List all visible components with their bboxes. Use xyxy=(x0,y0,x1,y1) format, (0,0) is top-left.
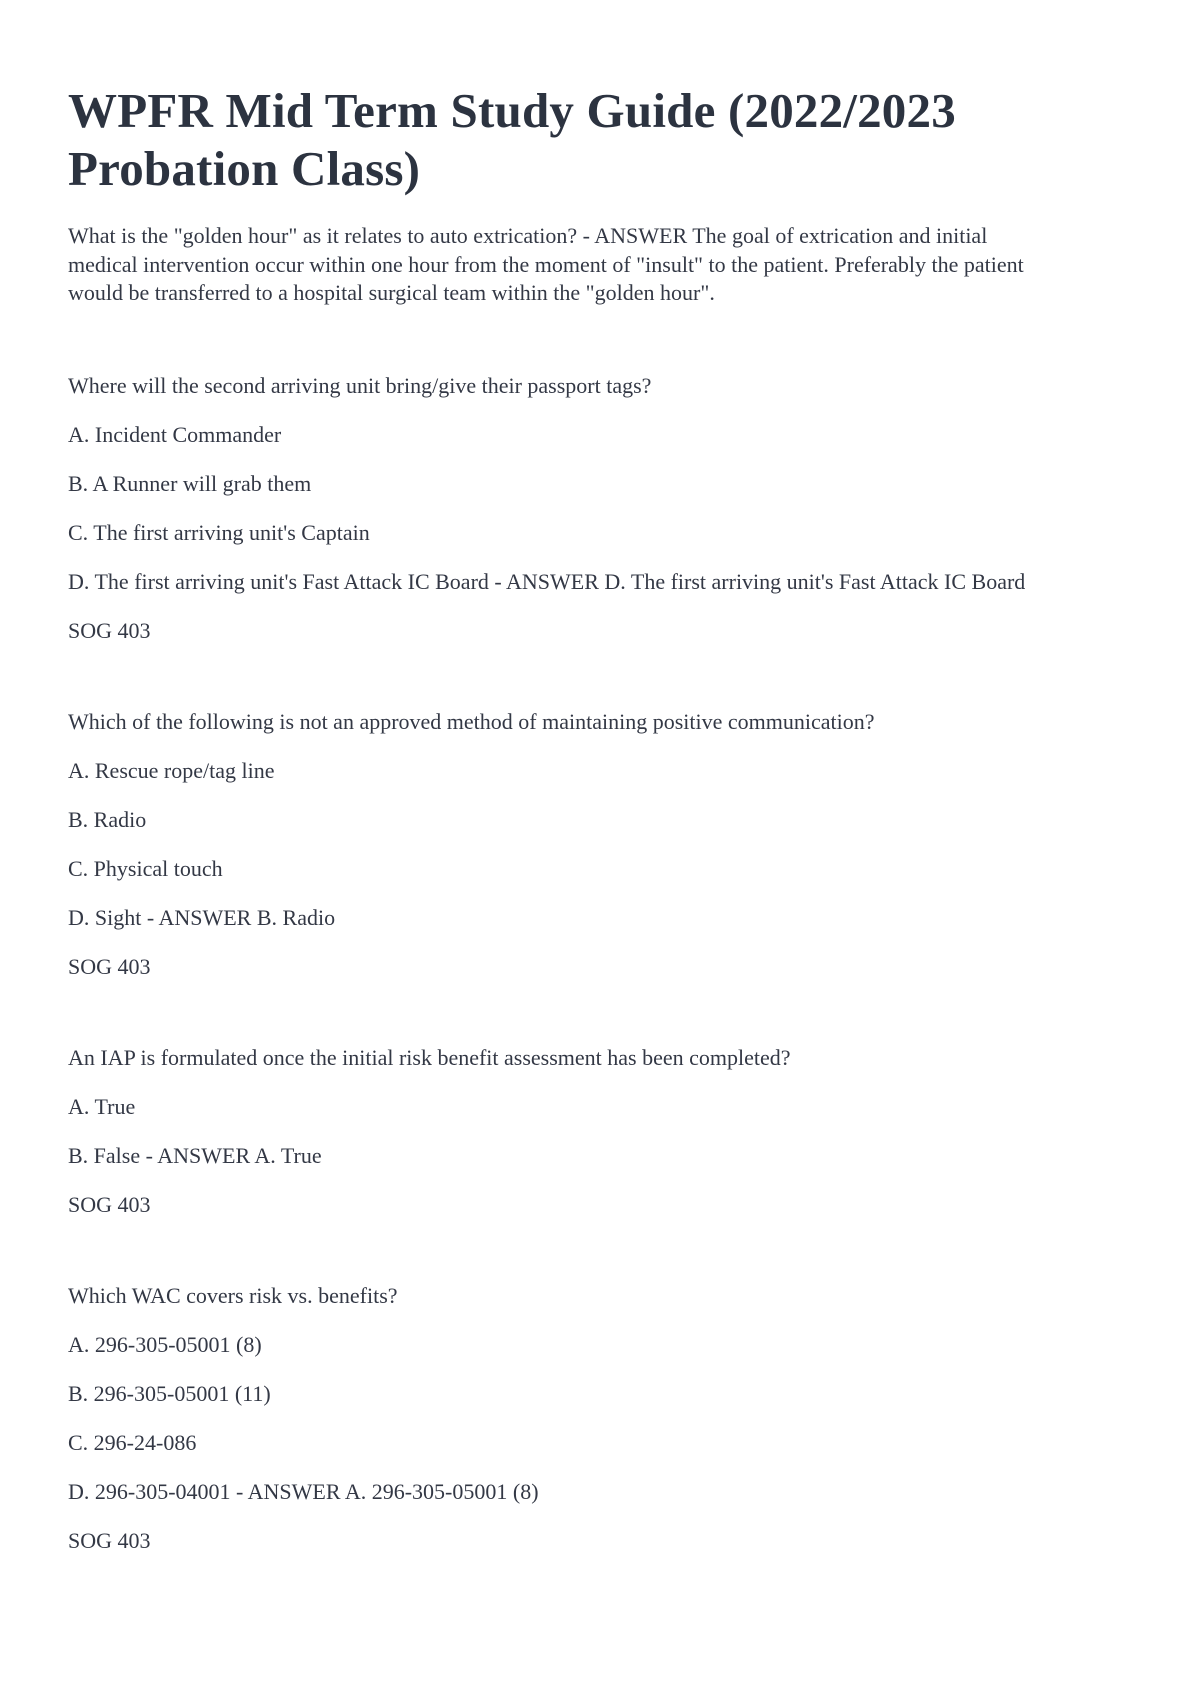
reference-label: SOG 403 xyxy=(68,1527,151,1553)
question-prompt: An IAP is formulated once the initial risk benefit assessment has been completed? xyxy=(68,1044,791,1070)
answer-option: A. Incident Commander xyxy=(68,421,282,447)
answer-option: A. Rescue rope/tag line xyxy=(68,757,275,783)
intro-line-3: would be transferred to a hospital surgical team within the "golden hour". xyxy=(68,280,715,305)
question-prompt: Which WAC covers risk vs. benefits? xyxy=(68,1282,398,1308)
golden-hour-answer xyxy=(68,222,1128,308)
answer-option: A. 296-305-05001 (8) xyxy=(68,1331,262,1357)
answer-option: D. 296-305-04001 - ANSWER A. 296-305-05001 (8) xyxy=(68,1478,539,1504)
intro-line-1: What is the "golden hour" as it relates to auto extrication? - ANSWER The goal of extrication and initial xyxy=(68,223,988,248)
answer-option: B. A Runner will grab them xyxy=(68,470,312,496)
title-line-2: Probation Class) xyxy=(68,141,421,196)
reference-label: SOG 403 xyxy=(68,617,151,643)
question-block xyxy=(68,1282,1128,1554)
title-line-1: WPFR Mid Term Study Guide (2022/2023 xyxy=(68,83,956,138)
question-prompt: Where will the second arriving unit bring/give their passport tags? xyxy=(68,372,652,398)
answer-option: B. False - ANSWER A. True xyxy=(68,1142,322,1168)
answer-option: C. The first arriving unit's Captain xyxy=(68,519,370,545)
answer-option: B. 296-305-05001 (11) xyxy=(68,1380,271,1406)
answer-option: C. 296-24-086 xyxy=(68,1429,197,1455)
answer-option: A. True xyxy=(68,1093,136,1119)
question-prompt: Which of the following is not an approved method of maintaining positive communication? xyxy=(68,708,875,734)
answer-option: C. Physical touch xyxy=(68,855,223,881)
reference-label: SOG 403 xyxy=(68,953,151,979)
reference-label: SOG 403 xyxy=(68,1191,151,1217)
question-block xyxy=(68,372,1128,644)
document-page xyxy=(68,82,1128,1554)
question-block xyxy=(68,708,1128,980)
document-title xyxy=(68,82,1128,198)
intro-line-2: medical intervention occur within one hour from the moment of "insult" to the patient. Preferably the patient xyxy=(68,251,1024,277)
question-block xyxy=(68,1044,1128,1218)
answer-option: D. Sight - ANSWER B. Radio xyxy=(68,904,336,930)
answer-option: D. The first arriving unit's Fast Attack IC Board - ANSWER D. The first arriving unit's Fast Attack IC Board xyxy=(68,568,1026,594)
answer-option: B. Radio xyxy=(68,806,147,832)
